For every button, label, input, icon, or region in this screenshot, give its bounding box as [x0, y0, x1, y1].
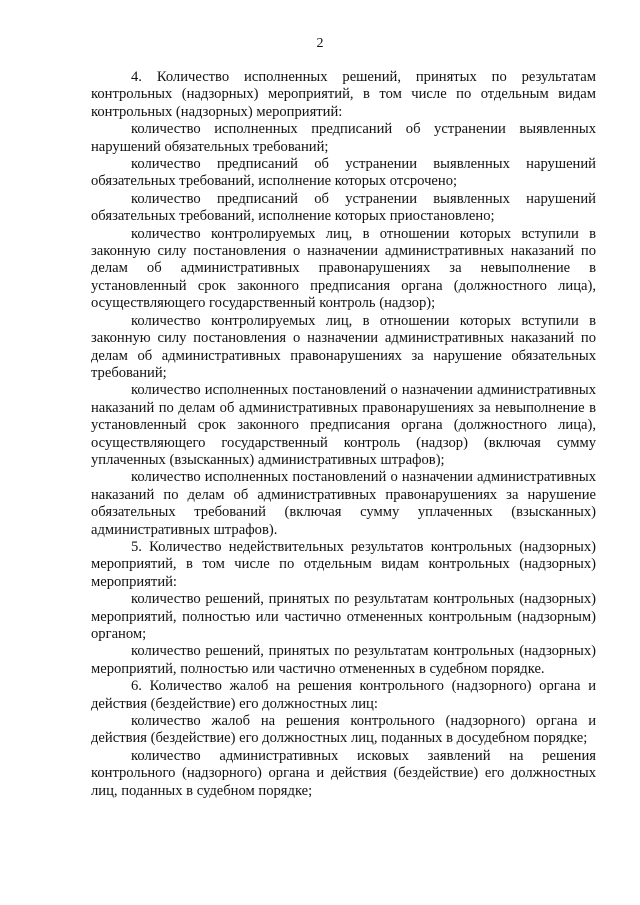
list-item: количество предписаний об устранении выявленных нарушений обязательных требований, исполнение которых отсрочено; — [91, 156, 596, 190]
list-item: количество контролируемых лиц, в отношении которых вступили в законную силу постановления о назначении административных наказаний по делам об административных правонарушениях за нарушение обязательных требований; — [91, 312, 596, 381]
section-4-heading: 4. Количество исполненных решений, принятых по результатам контрольных (надзорных) мероприятий, в том числе по отдельным видам контрольных (надзорных) мероприятий: — [91, 69, 596, 120]
section-6-heading: 6. Количество жалоб на решения контрольного (надзорного) органа и действия (бездействие) его должностных лиц: — [91, 678, 596, 712]
list-item: количество жалоб на решения контрольного (надзорного) органа и действия (бездействие) его должностных лиц, поданных в досудебном порядке; — [91, 713, 596, 747]
list-item: количество решений, принятых по результатам контрольных (надзорных) мероприятий, полностью или частично отмененных контрольным (надзорным) органом; — [91, 591, 596, 642]
list-item: количество исполненных предписаний об устранении выявленных нарушений обязательных требований; — [91, 121, 596, 155]
list-item: количество исполненных постановлений о назначении административных наказаний по делам об административных правонарушениях за нарушение обязательных требований (включая сумму уплаченных (взысканных) административных штрафов). — [91, 469, 596, 538]
page-number: 2 — [316, 36, 324, 51]
list-item: количество контролируемых лиц, в отношении которых вступили в законную силу постановления о назначении административных наказаний по делам об административных правонарушениях за невыполнение в установленный срок законного предписания органа (должностного лица), осуществляющего государственный контроль (надзор); — [91, 225, 596, 312]
document-body — [91, 69, 596, 800]
list-item: количество предписаний об устранении выявленных нарушений обязательных требований, исполнение которых приостановлено; — [91, 190, 596, 225]
list-item: количество решений, принятых по результатам контрольных (надзорных) мероприятий, полностью или частично отмененных в судебном порядке. — [91, 643, 596, 677]
list-item: количество административных исковых заявлений на решения контрольного (надзорного) органа и действия (бездействие) его должностных лиц, поданных в судебном порядке; — [91, 747, 596, 799]
section-5-heading: 5. Количество недействительных результатов контрольных (надзорных) мероприятий, в том числе по отдельным видам контрольных (надзорных) мероприятий: — [91, 538, 596, 590]
list-item: количество исполненных постановлений о назначении административных наказаний по делам об административных правонарушениях за невыполнение в установленный срок законного предписания органа (должностного лица), осуществляющего государственный контроль (надзор) (включая сумму уплаченных (взысканных) административных штрафов); — [91, 382, 596, 468]
